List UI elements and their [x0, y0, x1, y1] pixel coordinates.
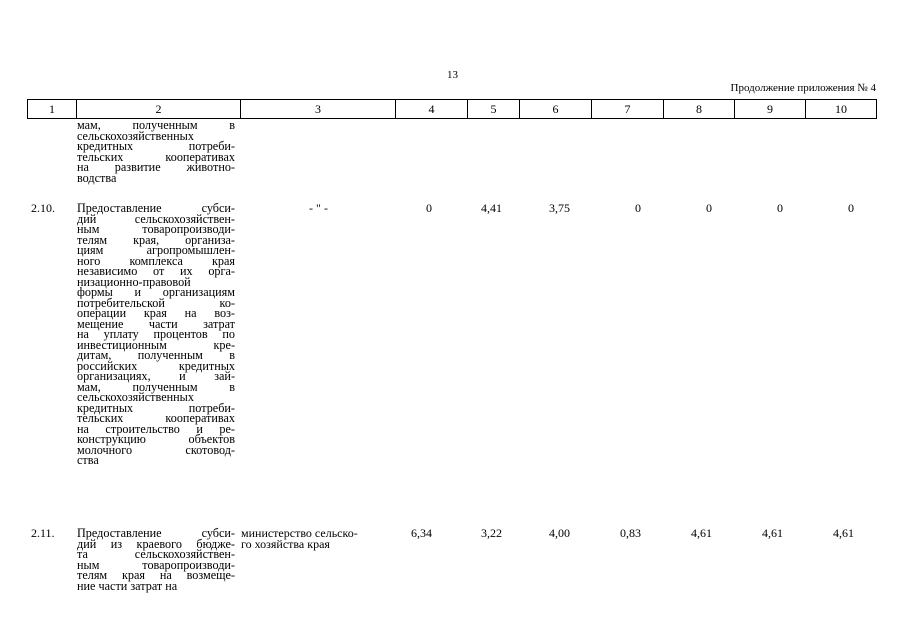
- description-line: молочного скотовод-: [77, 442, 235, 457]
- description-line: ства: [77, 453, 99, 467]
- value-cell: 4,61: [691, 526, 712, 540]
- description-line: мам, полученным в: [77, 379, 235, 394]
- description-line: ние части затрат на: [77, 578, 178, 593]
- col-header: 2: [77, 100, 241, 119]
- program-table: [27, 99, 877, 119]
- executor-line: го хозяйства края: [241, 536, 330, 551]
- value-cell: 3,75: [549, 201, 570, 215]
- description-line: мам, полученным в: [77, 118, 235, 132]
- description-line: дий из краевого бюдже-: [77, 536, 235, 551]
- value-cell: 0: [706, 201, 712, 215]
- description-line: на развитие животно-: [77, 160, 235, 174]
- description-line: сельскохозяйственных: [77, 128, 194, 143]
- row-description: [77, 120, 235, 183]
- description-line: на строительство и ре-: [77, 421, 235, 436]
- description-line: независимо от их орга-: [77, 264, 235, 278]
- col-header: 7: [592, 100, 664, 119]
- description-line: ным товаропроизводи-: [77, 557, 235, 572]
- description-line: операции края на воз-: [77, 306, 235, 320]
- row-number: 2.11.: [31, 526, 55, 540]
- description-line: кредитных потреби-: [77, 139, 235, 153]
- value-cell: 4,00: [549, 526, 570, 540]
- value-cell: 4,61: [762, 526, 783, 540]
- description-line: водства: [77, 170, 117, 185]
- description-line: ного комплекса края: [77, 253, 235, 268]
- col-header: 9: [735, 100, 806, 119]
- row-description: [77, 203, 235, 466]
- col-header: 4: [396, 100, 468, 119]
- description-line: циям агропромышлен-: [77, 243, 235, 257]
- value-cell: 3,22: [481, 526, 502, 540]
- description-line: инвестиционным кре-: [77, 337, 235, 352]
- description-line: конструкцию объектов: [77, 432, 235, 446]
- col-header: 3: [241, 100, 396, 119]
- col-header: 5: [468, 100, 520, 119]
- value-cell: 4,41: [481, 201, 502, 215]
- value-cell: 0: [848, 201, 854, 215]
- description-line: Предоставление субси-: [77, 201, 235, 215]
- value-cell: 4,61: [833, 526, 854, 540]
- description-line: тельских кооперативах: [77, 411, 235, 425]
- description-line: на уплату процентов по: [77, 327, 235, 341]
- row-number: 2.10.: [31, 201, 55, 215]
- description-line: кредитных потреби-: [77, 400, 235, 415]
- description-line: мещение части затрат: [77, 316, 235, 331]
- value-cell: 6,34: [411, 526, 432, 540]
- executor-line: министерство сельско-: [241, 526, 358, 540]
- description-line: дитам, полученным в: [77, 348, 235, 362]
- description-line: та сельскохозяйствен-: [77, 547, 235, 561]
- description-line: Предоставление субси-: [77, 526, 235, 540]
- description-line: дий сельскохозяйствен-: [77, 211, 235, 226]
- description-line: формы и организациям: [77, 285, 235, 299]
- description-line: российских кредитных: [77, 358, 235, 373]
- description-line: потребительской ко-: [77, 295, 235, 310]
- col-header: 6: [520, 100, 592, 119]
- description-line: низационно-правовой: [77, 274, 191, 289]
- description-line: телям края, организа-: [77, 232, 235, 247]
- col-header: 1: [28, 100, 77, 119]
- description-line: ным товаропроизводи-: [77, 222, 235, 236]
- description-line: организациях, и зай-: [77, 369, 235, 383]
- description-line: телям края на возмеще-: [77, 568, 235, 582]
- page-number: 13: [447, 69, 458, 81]
- description-line: тельских кооперативах: [77, 149, 235, 164]
- row-description: [77, 528, 235, 591]
- header-row: [28, 100, 877, 119]
- col-header: 10: [806, 100, 877, 119]
- value-cell: 0: [635, 201, 641, 215]
- value-cell: 0,83: [620, 526, 641, 540]
- description-line: сельскохозяйственных: [77, 390, 194, 404]
- row-executor: - " -: [309, 201, 328, 215]
- value-cell: 0: [777, 201, 783, 215]
- value-cell: 0: [426, 201, 432, 215]
- continuation-note: Продолжение приложения № 4: [730, 82, 876, 94]
- col-header: 8: [664, 100, 735, 119]
